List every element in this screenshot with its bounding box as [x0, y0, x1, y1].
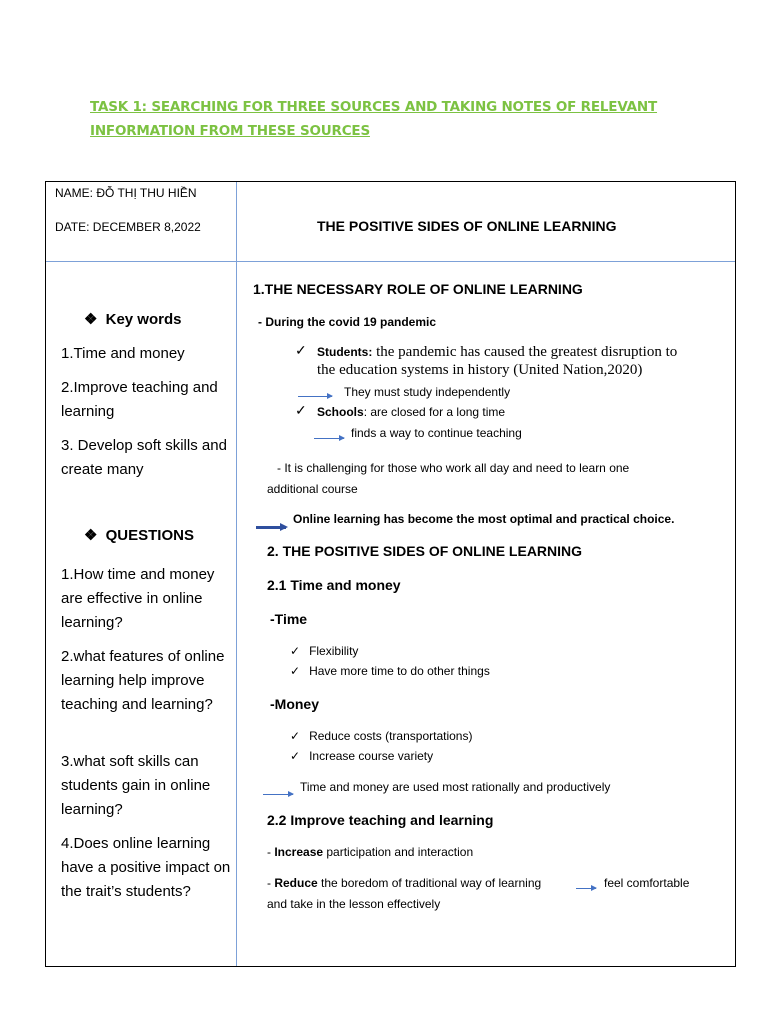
keyword-item-2: 2.Improve teaching and learning — [61, 379, 218, 420]
time-money-result: Time and money are used most rationally and productively — [300, 780, 611, 794]
student-name: NAME: ĐỖ THỊ THU HIỀN — [55, 186, 197, 200]
students-result: They must study independently — [344, 385, 511, 399]
question-item-4: 4.Does online learning have a positive impact on the trait’s students? — [61, 835, 231, 900]
reduce-line: - Reduce the boredom of traditional way of learning — [267, 876, 542, 890]
check-icon: ✓ — [295, 402, 307, 418]
subsection-2-1-heading: 2.1 Time and money — [267, 577, 401, 593]
students-text-2: the education systems in history (United Nation,2020) — [317, 362, 643, 378]
schools-text: : are closed for a long time — [363, 405, 506, 419]
covid-line: - During the covid 19 pandemic — [258, 315, 437, 329]
students-label: Students: — [317, 345, 373, 359]
check-icon: ✓ — [290, 664, 301, 678]
table-column-divider — [236, 182, 237, 966]
check-icon: ✓ — [290, 729, 301, 743]
reduce-label: Reduce — [274, 876, 318, 890]
schools-label: Schools — [317, 405, 364, 419]
conclusion: Online learning has become the most optimal and practical choice. — [293, 512, 675, 526]
money-heading: -Money — [270, 696, 319, 712]
check-icon: ✓ — [290, 749, 301, 763]
challenge-line-2: additional course — [267, 482, 358, 496]
increase-line: - Increase participation and interaction — [267, 845, 474, 859]
increase-label: Increase — [274, 845, 324, 859]
time-heading: -Time — [270, 611, 308, 627]
table-row-divider — [46, 261, 735, 262]
money-item-1: ✓ Reduce costs (transportations) — [290, 729, 473, 743]
section-1-heading: 1.THE NECESSARY ROLE OF ONLINE LEARNING — [253, 281, 583, 297]
keywords-heading: ❖ Key words — [84, 311, 182, 328]
check-icon: ✓ — [295, 342, 307, 358]
task-heading — [90, 95, 730, 143]
arrow-right-icon — [298, 396, 332, 397]
section-2-heading: 2. THE POSITIVE SIDES OF ONLINE LEARNING — [267, 543, 583, 559]
question-item-2: 2.what features of online learning help improve teaching and learning? — [61, 648, 225, 713]
check-icon: ✓ — [290, 644, 301, 658]
students-line — [317, 343, 677, 361]
challenge-line-1: - It is challenging for those who work all day and need to learn one — [277, 461, 630, 475]
keyword-item-3: 3. Develop soft skills and create many — [61, 437, 227, 478]
date-line: DATE: DECEMBER 8,2022 — [55, 220, 201, 234]
diamond-bullet-icon: ❖ — [84, 527, 98, 544]
arrow-right-icon — [576, 888, 596, 889]
page-title: THE POSITIVE SIDES OF ONLINE LEARNING — [317, 218, 617, 234]
arrow-right-icon — [256, 526, 286, 529]
money-item-2: ✓ Increase course variety — [290, 749, 434, 763]
question-item-3: 3.what soft skills can students gain in online learning? — [61, 753, 211, 818]
time-item-2: ✓ Have more time to do other things — [290, 664, 490, 678]
students-text-1: the pandemic has caused the greatest disruption to — [372, 344, 678, 360]
arrow-right-icon — [314, 438, 344, 439]
time-item-1: ✓ Flexibility — [290, 644, 359, 658]
questions-heading: ❖ QUESTIONS — [84, 527, 194, 544]
task-heading-line-2: INFORMATION FROM THESE SOURCES — [90, 123, 370, 139]
keyword-item-1: 1.Time and money — [61, 345, 185, 362]
arrow-right-icon — [263, 794, 293, 795]
subsection-2-2-heading: 2.2 Improve teaching and learning — [267, 812, 494, 828]
reduce-line-2: and take in the lesson effectively — [267, 897, 441, 911]
diamond-bullet-icon: ❖ — [84, 311, 98, 328]
reduce-result: feel comfortable — [604, 876, 690, 890]
task-heading-line-1: TASK 1: SEARCHING FOR THREE SOURCES AND TAKING NOTES OF RELEVANT — [90, 99, 658, 115]
schools-line — [317, 405, 505, 419]
question-item-1: 1.How time and money are effective in online learning? — [61, 566, 215, 631]
schools-result: finds a way to continue teaching — [351, 426, 522, 440]
